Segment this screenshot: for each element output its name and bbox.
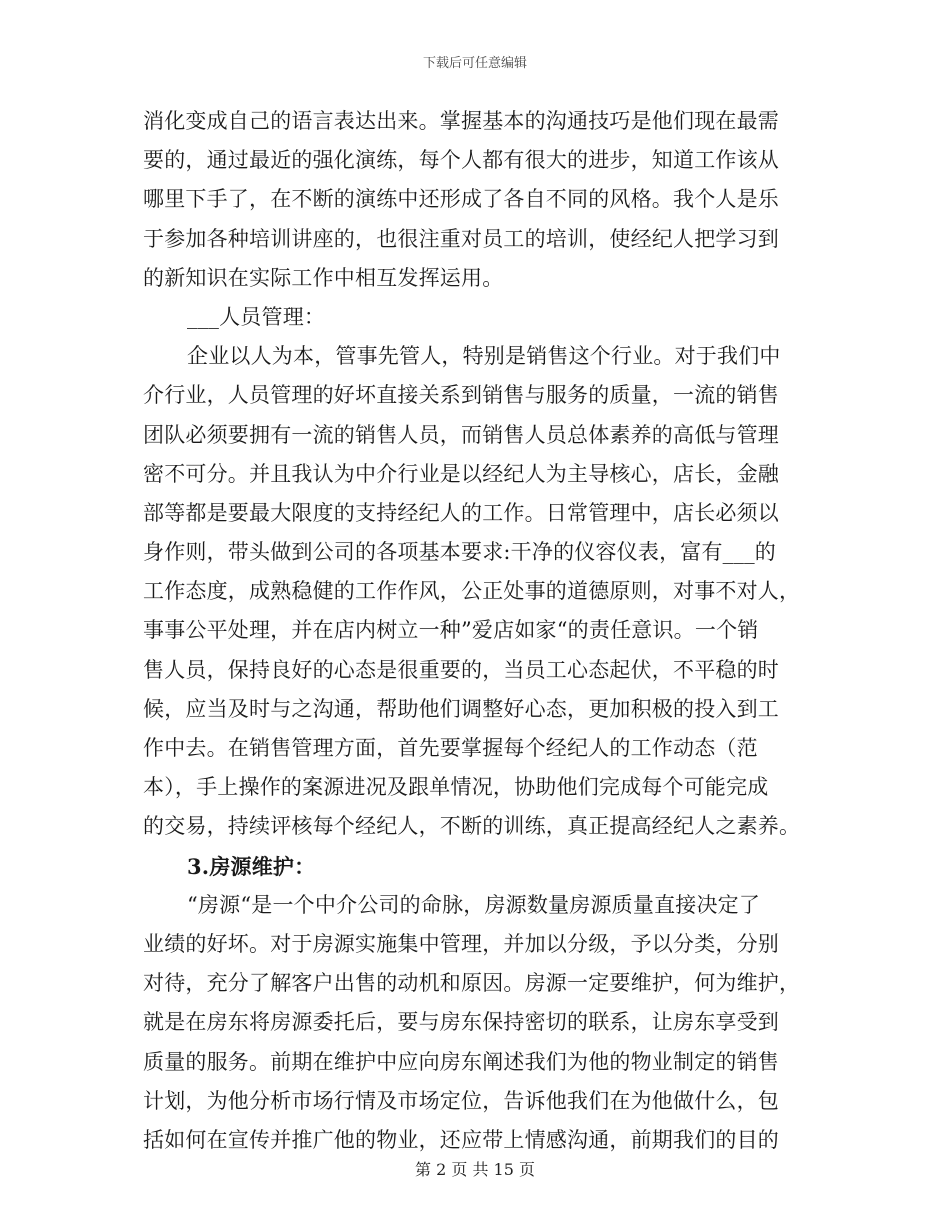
paragraph-line: 消化变成自己的语言表达出来。掌握基本的沟通技巧是他们现在最需 (143, 109, 779, 133)
paragraph-line: 的新知识在实际工作中相互发挥运用。 (143, 265, 504, 290)
paragraph-line: 计划，为他分析市场行情及市场定位，告诉他我们在为他做什么，包 (143, 1088, 779, 1113)
paragraph-line: 本），手上操作的案源进况及跟单情况，协助他们完成每个可能完成 (143, 775, 769, 800)
paragraph-line: 售人员，保持良好的心态是很重要的，当员工心态起伏，不平稳的时 (143, 657, 779, 682)
paragraph-line: 的交易，持续评核每个经纪人，不断的训练，真正提高经纪人之素养。 (143, 814, 801, 839)
page-header: 下载后可任意编辑 (422, 56, 527, 71)
paragraph-line: 密不可分。并且我认为中介行业是以经纪人为主导核心，店长，金融 (143, 461, 779, 486)
page-footer: 第 2 页 共 15 页 (415, 1160, 535, 1179)
document-body (143, 102, 803, 1160)
paragraph-line: 企业以人为本，管事先管人，特别是销售这个行业。对于我们中 (187, 344, 781, 369)
paragraph-line: 作中去。在销售管理方面，首先要掌握每个经纪人的工作动态（范 (143, 736, 758, 760)
paragraph-line: 括如何在宣传并推广他的物业，还应带上情感沟通，前期我们的目的 (143, 1127, 779, 1152)
section-heading: ___人员管理： (187, 304, 326, 329)
paragraph-line: 要的，通过最近的强化演练，每个人都有很大的进步，知道工作该从 (143, 148, 779, 173)
paragraph-line: “房源“是一个中介公司的命脉，房源数量房源质量直接决定了 (187, 892, 761, 917)
paragraph-line: 对待，充分了解客户出售的动机和原因。房源一定要维护，何为维护， (143, 971, 801, 996)
section-heading: 3.房源维护： (187, 853, 316, 879)
paragraph-line: 业绩的好坏。对于房源实施集中管理，并加以分级，予以分类，分别 (143, 931, 779, 956)
paragraph-line: 于参加各种培训讲座的，也很注重对员工的培训，使经纪人把学习到 (143, 226, 779, 251)
paragraph-line: 就是在房东将房源委托后，要与房东保持密切的联系，让房东享受到 (143, 1010, 779, 1035)
paragraph-line: 事事公平处理，并在店内树立一种”爱店如家“的责任意识。一个销 (143, 618, 759, 643)
paragraph-line: 团队必须要拥有一流的销售人员，而销售人员总体素养的高低与管理 (143, 422, 779, 447)
paragraph-line: 哪里下手了，在不断的演练中还形成了各自不同的风格。我个人是乐 (143, 187, 779, 212)
paragraph-line: 部等都是要最大限度的支持经纪人的工作。日常管理中，店长必须以 (143, 500, 779, 525)
paragraph-line: 质量的服务。前期在维护中应向房东阐述我们为他的物业制定的销售 (143, 1049, 779, 1074)
paragraph-line: 工作态度，成熟稳健的工作作风，公正处事的道德原则，对事不对人， (143, 579, 801, 604)
paragraph-line: 身作则，带头做到公司的各项基本要求:干净的仪容仪表，富有___的 (143, 540, 776, 565)
paragraph-line: 介行业，人员管理的好坏直接关系到销售与服务的质量，一流的销售 (143, 383, 779, 408)
paragraph-line: 候，应当及时与之沟通，帮助他们调整好心态，更加积极的投入到工 (143, 696, 779, 721)
